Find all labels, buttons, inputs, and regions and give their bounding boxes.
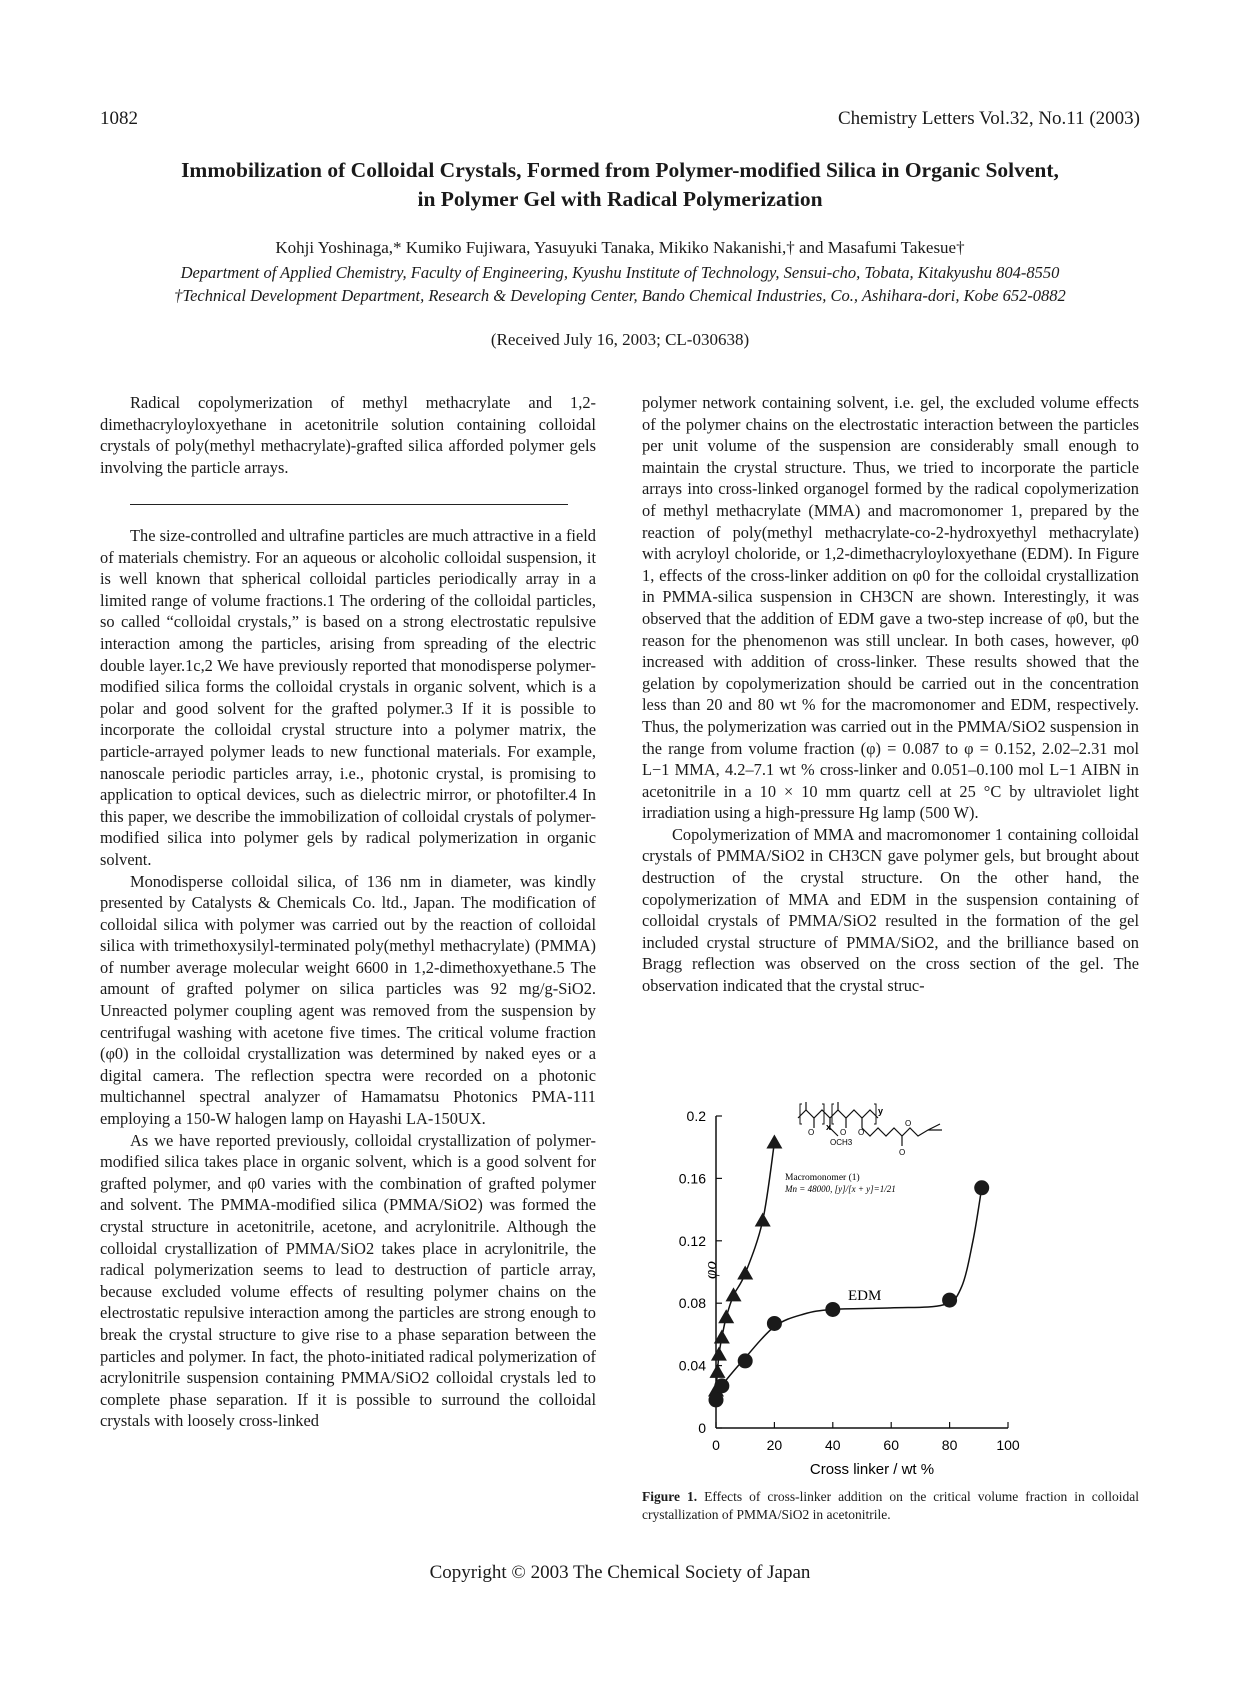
abstract-divider — [130, 504, 568, 505]
abstract — [100, 392, 596, 478]
figure-1-chart — [678, 1088, 1110, 1488]
edm-data-point — [825, 1302, 840, 1317]
structure-o-2: O — [840, 1128, 847, 1137]
edm-data-point — [738, 1353, 753, 1368]
figure-caption-text: Effects of cross-linker addition on the critical volume fraction in colloidal crystallization of PMMA/SiO2 in acetonitrile. — [642, 1489, 1139, 1522]
edm-data-point — [974, 1180, 989, 1195]
edm-data-point — [767, 1316, 782, 1331]
x-tick-label: 40 — [825, 1437, 841, 1453]
y-tick-label: 0.2 — [686, 1108, 706, 1124]
copyright-footer: Copyright © 2003 The Chemical Society of Japan — [429, 1562, 811, 1583]
macromonomer-data-point — [718, 1309, 734, 1323]
received-date: (Received July 16, 2003; CL-030638) — [490, 330, 750, 349]
article-title — [80, 156, 1160, 214]
edm-data-point — [709, 1392, 724, 1407]
y-tick-label: 0.04 — [678, 1357, 706, 1374]
y-tick-label: 0 — [698, 1420, 706, 1436]
abstract-text: Radical copolymerization of methyl methacrylate and 1,2-dimethacryloyloxyethane in acetonitrile solution containing colloidal crystals of poly(methyl methacrylate)-grafted silica afforded polymer gels involving the particle arrays. — [100, 393, 596, 477]
paragraph-results-2: Copolymerization of MMA and macromonomer 1 containing colloidal crystals of PMMA/SiO2 in CH3CN gave polymer gels, but brought about destruction of the crystal structure. On the other hand, the copolymerization of MMA and EDM in the suspension containing of colloidal crystals of PMMA/SiO2 resulted in the formation of the gel included crystal structure of PMMA/SiO2, and the brilliance based on Bragg reflection was observed on the cross section of the gel. The observation indicated that the crystal struc- — [642, 824, 1139, 996]
structure-o-3: O — [858, 1128, 865, 1137]
right-column — [642, 392, 1139, 997]
macromonomer-data-point — [737, 1266, 753, 1280]
chart-axes — [679, 1108, 1020, 1453]
affiliation-2: †Technical Development Department, Research & Developing Center, Bando Chemical Industries, Co., Ashihara-dori, Kobe 652-0882 — [174, 286, 1066, 305]
structure-o-5: O — [899, 1148, 906, 1157]
paragraph-continued: polymer network containing solvent, i.e. gel, the excluded volume effects of the polymer chains on the electrostatic interaction between the particles per unit volume of the suspension are considerably small enough to maintain the crystal structure. Thus, we tried to incorporate the particle arrays into cross-linked organogel formed by the radical copolymerization of methyl methacrylate (MMA) and macromonomer 1, prepared by the reaction of poly(methyl methacrylate-co-2-hydroxyethyl methacrylate) with acryloyl choloride, or 1,2-dimethacryloyloxyethane (EDM). In Figure 1, effects of the cross-linker addition on φ0 for the colloidal crystallization in PMMA-silica suspension in CH3CN are shown. Interestingly, it was observed that the addition of EDM gave a two-step increase of φ0, but the reason for the phenomenon was still unclear. In both cases, however, φ0 increased with addition of cross-linker. These results showed that the gelation by copolymerization should be carried out in the concentration less than 20 and 80 wt % for the macromonomer and EDM, respectively. Thus, the polymerization was carried out in the PMMA/SiO2 suspension in the range from volume fraction (φ) = 0.087 to φ = 0.152, 2.02–2.31 mol L−1 MMA, 4.2–7.1 wt % cross-linker and 0.051–0.100 mol L−1 AIBN in acetonitrile in a 10 × 10 mm quartz cell at 25 °C by ultraviolet light irradiation using a high-pressure Hg lamp (500 W). — [642, 393, 1139, 823]
structure-subscript-y: y — [878, 1106, 884, 1116]
structure-och3: OCH3 — [830, 1138, 853, 1147]
author-list: Kohji Yoshinaga,* Kumiko Fujiwara, Yasuyuki Tanaka, Mikiko Nakanishi,† and Masafumi Takesue† — [275, 238, 965, 257]
macromonomer-data-point — [726, 1287, 742, 1301]
structure-subscript-x: x — [826, 1122, 832, 1132]
edm-data-point — [714, 1378, 729, 1393]
x-tick-label: 20 — [766, 1437, 783, 1453]
page-number: 1082 — [100, 108, 138, 129]
figure-caption-label: Figure 1. — [642, 1489, 698, 1504]
structure-o-4: O — [905, 1119, 912, 1128]
y-tick-label: 0.08 — [678, 1295, 706, 1312]
macromonomer-structure — [798, 1102, 942, 1157]
journal-header: Chemistry Letters Vol.32, No.11 (2003) — [837, 108, 1140, 129]
y-axis-title: φo — [701, 1261, 720, 1279]
figure-caption — [642, 1488, 1139, 1524]
macromonomer-data-point — [711, 1347, 727, 1361]
x-tick-label: 0 — [712, 1437, 720, 1453]
y-tick-label: 0.12 — [678, 1232, 706, 1249]
macromonomer-data-point — [755, 1213, 771, 1227]
x-axis-title: Cross linker / wt % — [809, 1461, 935, 1478]
y-tick-label: 0.16 — [678, 1170, 706, 1187]
paragraph-results-1: As we have reported previously, colloidal crystallization of polymer-modified silica takes place in organic solvent, which is a good solvent for grafted polymer, and φ0 varies with the combination of grafted polymer and solvent. The PMMA-modified silica (PMMA/SiO2) was formed the crystal structure in acetonitrile, acetone, and acrylonitrile. Although the colloidal crystallization of PMMA/SiO2 takes place in acrylonitrile, the radical polymerization seems to lead to destruction of particle array, because excluded volume effects of resulting polymer chains on the electrostatic repulsive interaction among the particles are strong enough to break the crystal structure to give rise to a phase separation between the particles and polymer. In fact, the photo-initiated radical polymerization of acrylonitrile suspension containing PMMA/SiO2 colloidal crystals led to complete phase separation. If it is possible to surround the colloidal crystals with loosely cross-linked — [100, 1130, 596, 1431]
macromonomer-data-point — [709, 1364, 725, 1378]
figure-1 — [678, 1088, 1110, 1488]
edm-series-label: EDM — [848, 1288, 882, 1304]
paragraph-intro: The size-controlled and ultrafine particles are much attractive in a field of materials chemistry. For an aqueous or alcoholic colloidal suspension, it is well known that spherical colloidal particles periodically array in a limited range of volume fractions.1 The ordering of the colloidal particles, so called “colloidal crystals,” is based on a strong electrostatic repulsive interaction among the particles, arising from spreading of the electric double layer.1c,2 We have previously reported that monodisperse polymer-modified silica forms the colloidal crystals in organic solvent, which is a polar and good solvent for the grafted polymer.3 If it is possible to incorporate the colloidal crystal structure into a polymer matrix, the particle-arrayed polymer leads to new functional materials. For example, nanoscale periodic particles array, i.e., photonic crystal, is promising to application to optical devices, such as dielectric mirror, or photofilter.4 In this paper, we describe the immobilization of colloidal crystals of polymer-modified silica into polymer gels by radical polymerization in organic solvent. — [100, 526, 597, 869]
macromonomer-mn: Mn = 48000, [y]/[x + y]=1/21 — [785, 1184, 896, 1194]
structure-o-1: O — [808, 1128, 815, 1137]
affiliation-1: Department of Applied Chemistry, Faculty of Engineering, Kyushu Institute of Technology, Sensui-cho, Tobata, Kitakyushu 804-8550 — [180, 263, 1060, 282]
x-tick-label: 60 — [883, 1437, 899, 1453]
title-line-2: in Polymer Gel with Radical Polymerization — [417, 187, 823, 211]
x-tick-label: 100 — [996, 1437, 1020, 1453]
title-line-1: Immobilization of Colloidal Crystals, Formed from Polymer-modified Silica in Organic Solvent, — [181, 158, 1059, 182]
macromonomer-label: Macromonomer (1) — [785, 1173, 860, 1183]
structure-backbone — [798, 1102, 942, 1146]
macromonomer-data-point — [766, 1135, 782, 1149]
paragraph-methods: Monodisperse colloidal silica, of 136 nm in diameter, was kindly presented by Catalysts & Chemicals Co. ltd., Japan. The modification of colloidal silica with polymer was carried out by the reaction of colloidal silica with trimethoxysilyl-terminated poly(methyl methacrylate) (PMMA) of number average molecular weight 6600 in 1,2-dimethoxyethane.5 The amount of grafted polymer on silica particles was 92 mg/g-SiO2. Unreacted polymer coupling agent was removed from the suspension by centrifugal washing with acetone five times. The critical volume fraction (φ0) in the colloidal crystallization was determined by naked eyes or a digital camera. The reflection spectra were recorded on a photonic multichannel spectral analyzer of Hamamatsu Photonics PMA-111 employing a 150-W halogen lamp on Hayashi LA-150UX. — [100, 871, 596, 1129]
edm-data-point — [942, 1293, 957, 1308]
x-tick-label: 80 — [941, 1437, 958, 1453]
left-column — [100, 525, 596, 1432]
